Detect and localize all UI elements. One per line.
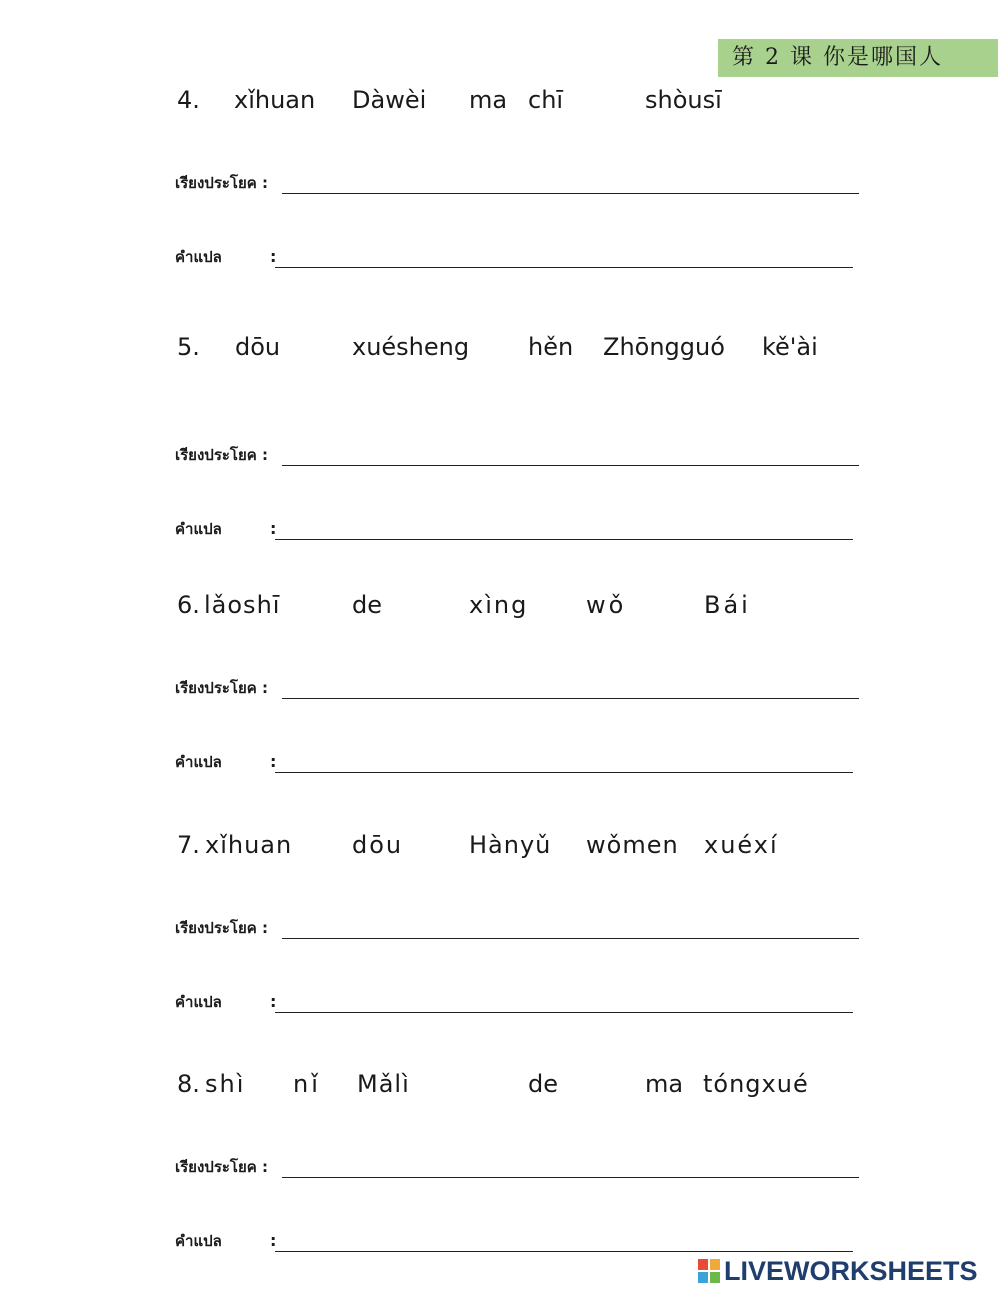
pinyin-word: tóngxué bbox=[703, 1070, 809, 1098]
sentence-answer-line[interactable] bbox=[282, 698, 859, 699]
exercise-8 bbox=[0, 1064, 1000, 1250]
pinyin-word: Hànyǔ bbox=[469, 831, 552, 859]
liveworksheets-logo-icon bbox=[698, 1259, 720, 1283]
sentence-answer-line[interactable] bbox=[282, 938, 859, 939]
translation-colon: : bbox=[270, 752, 277, 771]
translation-answer-row bbox=[175, 990, 865, 1020]
translation-label: คำแปล bbox=[175, 248, 222, 266]
translation-label: คำแปล bbox=[175, 993, 222, 1011]
sentence-answer-line[interactable] bbox=[282, 1177, 859, 1178]
sentence-answer-line[interactable] bbox=[282, 465, 859, 466]
sentence-answer-line[interactable] bbox=[282, 193, 859, 194]
translation-answer-row bbox=[175, 750, 865, 780]
exercise-number: 4. bbox=[177, 86, 200, 114]
sentence-label: เรียงประโยค : bbox=[175, 174, 269, 192]
sentence-answer-row bbox=[175, 1155, 865, 1185]
translation-label: คำแปล bbox=[175, 753, 222, 771]
sentence-answer-row bbox=[175, 916, 865, 946]
pinyin-word: ma bbox=[645, 1070, 684, 1098]
pinyin-word: nǐ bbox=[293, 1070, 321, 1098]
pinyin-word: xuésheng bbox=[352, 333, 470, 361]
translation-answer-line[interactable] bbox=[275, 772, 853, 773]
pinyin-word: ma bbox=[469, 86, 508, 114]
translation-answer-row bbox=[175, 517, 865, 547]
exercise-5 bbox=[0, 327, 1000, 538]
translation-answer-line[interactable] bbox=[275, 267, 853, 268]
translation-answer-line[interactable] bbox=[275, 1012, 853, 1013]
sentence-answer-row bbox=[175, 676, 865, 706]
translation-label: คำแปล bbox=[175, 520, 222, 538]
pinyin-word: dōu bbox=[352, 831, 404, 859]
exercise-prompt bbox=[177, 1064, 877, 1104]
pinyin-word: de bbox=[352, 591, 382, 619]
pinyin-word: shì bbox=[205, 1070, 246, 1098]
pinyin-word: xìng bbox=[469, 591, 529, 619]
pinyin-word: Mǎlì bbox=[357, 1070, 410, 1098]
exercise-prompt bbox=[177, 585, 877, 625]
exercise-prompt bbox=[177, 825, 877, 865]
pinyin-word: lǎoshī bbox=[204, 591, 281, 619]
exercise-7 bbox=[0, 825, 1000, 1011]
pinyin-word: chī bbox=[528, 86, 564, 114]
liveworksheets-brand-text: LIVEWORKSHEETS bbox=[724, 1256, 978, 1286]
pinyin-word: wǒ bbox=[586, 591, 627, 619]
sentence-label: เรียงประโยค : bbox=[175, 919, 269, 937]
translation-label: คำแปล bbox=[175, 1232, 222, 1250]
pinyin-word: xǐhuan bbox=[205, 831, 293, 859]
translation-colon: : bbox=[270, 1231, 277, 1250]
lesson-title-tag: 第 2 课 你是哪国人 bbox=[718, 39, 998, 77]
translation-colon: : bbox=[270, 992, 277, 1011]
sentence-answer-row bbox=[175, 171, 865, 201]
translation-answer-row bbox=[175, 245, 865, 275]
exercise-number: 6. bbox=[177, 591, 200, 619]
pinyin-word: de bbox=[528, 1070, 558, 1098]
pinyin-word: Dàwèi bbox=[352, 86, 427, 114]
exercise-number: 5. bbox=[177, 333, 200, 361]
sentence-label: เรียงประโยค : bbox=[175, 446, 269, 464]
liveworksheets-logo bbox=[698, 1256, 998, 1286]
exercise-prompt bbox=[177, 327, 877, 367]
sentence-label: เรียงประโยค : bbox=[175, 679, 269, 697]
translation-colon: : bbox=[270, 247, 277, 266]
exercise-number: 7. bbox=[177, 831, 200, 859]
translation-answer-line[interactable] bbox=[275, 539, 853, 540]
exercise-4 bbox=[0, 80, 1000, 266]
exercise-6 bbox=[0, 585, 1000, 771]
pinyin-word: kě'ài bbox=[762, 333, 818, 361]
pinyin-word: xǐhuan bbox=[234, 86, 316, 114]
sentence-label: เรียงประโยค : bbox=[175, 1158, 269, 1176]
pinyin-word: xuéxí bbox=[704, 831, 779, 859]
translation-colon: : bbox=[270, 519, 277, 538]
sentence-answer-row bbox=[175, 443, 865, 473]
translation-answer-row bbox=[175, 1229, 865, 1259]
exercise-number: 8. bbox=[177, 1070, 200, 1098]
pinyin-word: Zhōngguó bbox=[603, 333, 725, 361]
pinyin-word: shòusī bbox=[645, 86, 722, 114]
pinyin-word: wǒmen bbox=[586, 831, 679, 859]
exercise-prompt bbox=[177, 80, 877, 120]
pinyin-word: hěn bbox=[528, 333, 574, 361]
translation-answer-line[interactable] bbox=[275, 1251, 853, 1252]
pinyin-word: dōu bbox=[235, 333, 281, 361]
pinyin-word: Bái bbox=[704, 591, 751, 619]
